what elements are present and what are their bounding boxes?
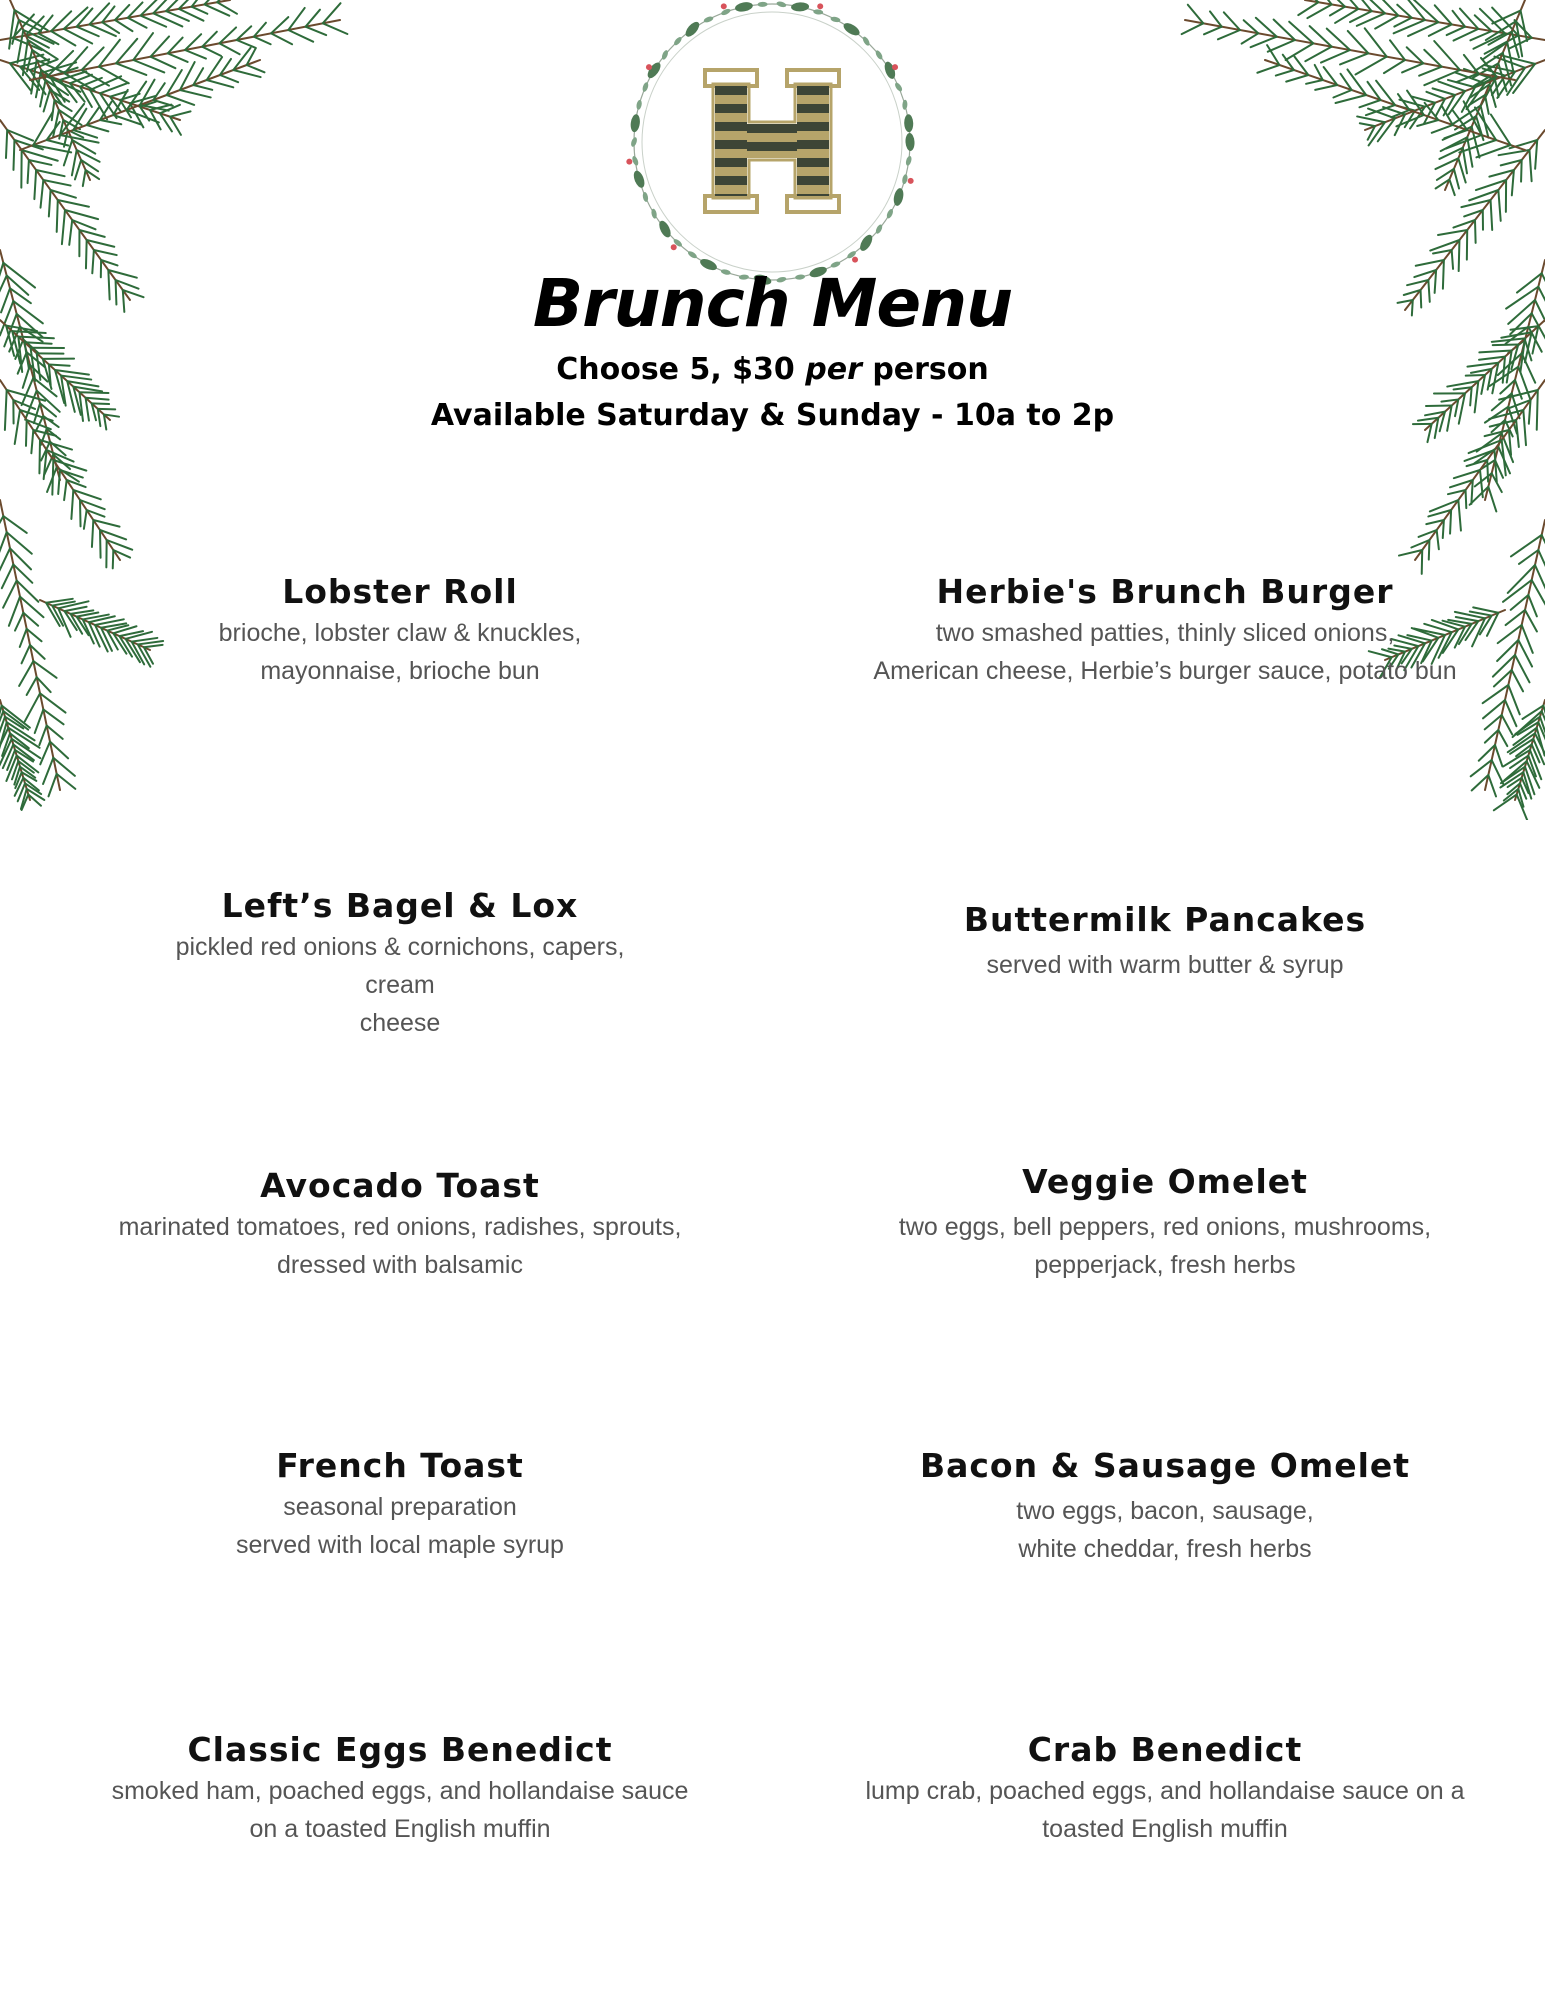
menu-title: Brunch Menu [532,265,1013,342]
menu-item-desc-line: mayonnaise, brioche bun [260,657,540,685]
menu-item-desc-line: lump crab, poached eggs, and hollandaise sauce on a [865,1777,1465,1805]
menu-item-name: Veggie Omelet [1022,1162,1308,1201]
menu-item-name: French Toast [276,1446,524,1485]
menu-item-classic-eggs-benedict [80,1728,720,1848]
menu-item-desc-line: cream [365,971,435,999]
pricing-prefix: Choose 5, $30 [556,352,806,387]
menu-item-desc-line: served with warm butter & syrup [986,951,1344,979]
menu-item-desc-line: pickled red onions & cornichons, capers, [175,933,625,961]
menu-item-desc-line: served with local maple syrup [236,1531,564,1559]
menu-item-name: Buttermilk Pancakes [963,900,1367,939]
menu-item-desc-line: pepperjack, fresh herbs [1034,1251,1296,1279]
pricing-emphasis: per [805,352,862,387]
menu-item-desc-line: two smashed patties, thinly sliced onions, [935,619,1395,647]
menu-item-desc-line: American cheese, Herbie’s burger sauce, potato bun [873,657,1457,685]
pricing-line [0,350,1545,390]
menu-item-crab-benedict [845,1728,1485,1848]
menu-item-name: Bacon & Sausage Omelet [919,1446,1411,1485]
menu-item-name: Left’s Bagel & Lox [221,886,579,925]
menu-item-desc-line: toasted English muffin [1042,1815,1288,1843]
menu-item-desc-line: two eggs, bell peppers, red onions, mushrooms, [898,1213,1432,1241]
menu-item-french-toast [80,1444,720,1564]
menu-item-name: Avocado Toast [260,1166,540,1205]
menu-item-desc-line: dressed with balsamic [277,1251,523,1279]
menu-item-desc-line: marinated tomatoes, red onions, radishes, sprouts, [118,1213,682,1241]
menu-item-desc-line: seasonal preparation [283,1493,517,1521]
menu-item-desc-line: brioche, lobster claw & knuckles, [218,619,582,647]
menu-item-bagel-lox [80,884,720,1042]
menu-item-desc-line: white cheddar, fresh herbs [1018,1535,1312,1563]
menu-item-name: Crab Benedict [1027,1730,1303,1769]
menu-item-buttermilk-pancakes [845,898,1485,984]
menu-item-name: Lobster Roll [282,572,518,611]
menu-item-desc-line: on a toasted English muffin [249,1815,551,1843]
wreath-h-logo [617,0,927,290]
menu-item-desc-line: two eggs, bacon, sausage, [1016,1497,1314,1525]
menu-item-name: Herbie's Brunch Burger [936,572,1394,611]
menu-item-desc-line: smoked ham, poached eggs, and hollandaise sauce [111,1777,689,1805]
menu-item-desc-line: cheese [359,1009,441,1037]
pricing-suffix: person [861,352,989,387]
menu-item-veggie-omelet [845,1160,1485,1284]
menu-item-avocado-toast [80,1164,720,1284]
availability-line: Available Saturday & Sunday - 10a to 2p [430,398,1115,433]
menu-item-bacon-sausage-omelet [845,1444,1485,1568]
menu-item-brunch-burger [845,570,1485,690]
menu-item-lobster-roll [80,570,720,690]
menu-item-name: Classic Eggs Benedict [187,1730,613,1769]
